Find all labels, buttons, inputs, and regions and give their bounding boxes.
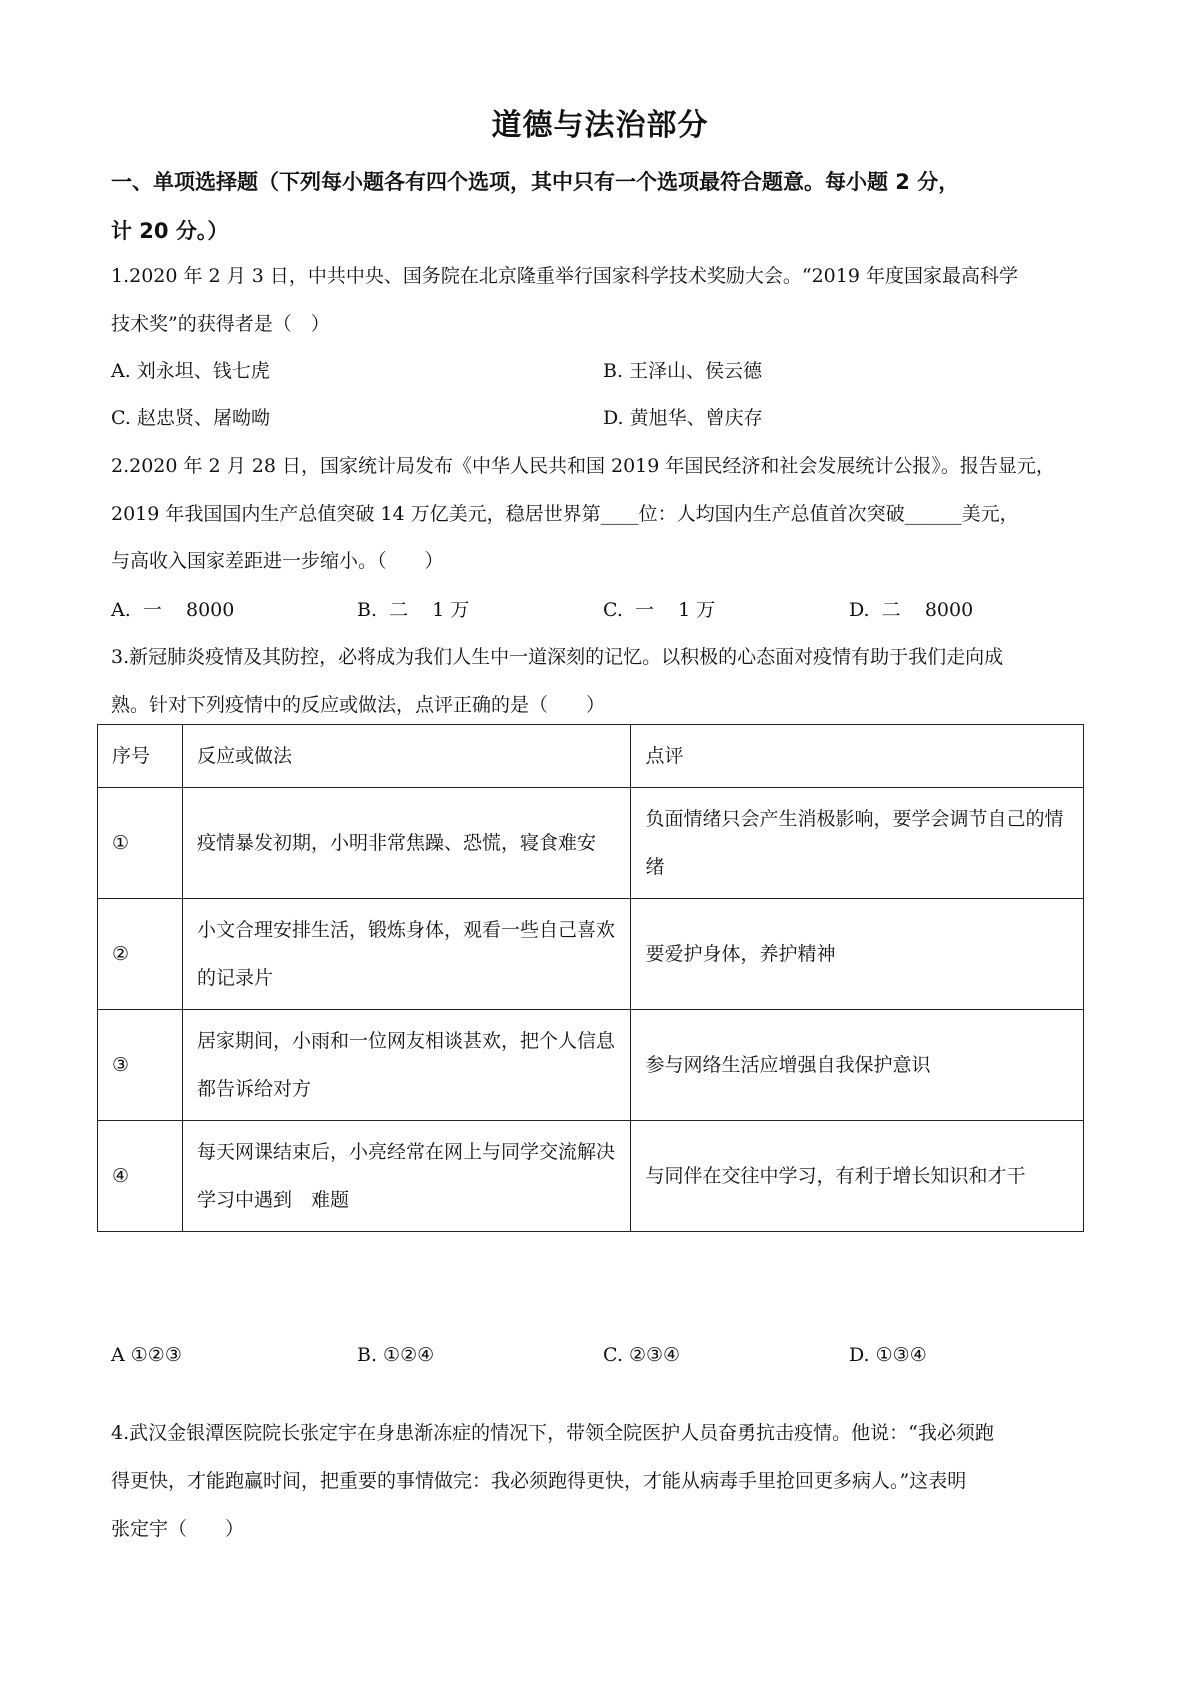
page-title: 道德与法治部分 (491, 108, 709, 143)
table-row (98, 899, 1084, 1010)
question-3-line2: 熟。针对下列疫情中的反应或做法，点评正确的是（ ） (111, 694, 606, 716)
section-heading-line1: 一、单项选择题（下列每小题各有四个选项，其中只有一个选项最符合题意。每小题 2 分， (111, 170, 960, 194)
table-cell-number: ① (98, 788, 183, 899)
question-2-option-a: A. 一 8000 (111, 599, 235, 621)
question-1-option-a: A. 刘永坦、钱七虎 (111, 360, 270, 382)
question-3-option-a: A ①②③ (111, 1344, 182, 1366)
question-4-line3: 张定宇（ ） (111, 1518, 245, 1540)
table-header-cell: 序号 (98, 725, 183, 788)
table-cell-comment: 参与网络生活应增强自我保护意识 (631, 1010, 1084, 1121)
table-row (98, 788, 1084, 899)
table-cell-number: ③ (98, 1010, 183, 1121)
question-4-line2: 得更快，才能跑赢时间，把重要的事情做完：我必须跑得更快，才能从病毒手里抢回更多病人。”这表明 (111, 1470, 967, 1492)
table-cell-comment: 负面情绪只会产生消极影响，要学会调节自己的情绪 (631, 788, 1084, 899)
question-2-line1: 2.2020 年 2 月 28 日，国家统计局发布《中华人民共和国 2019 年国民经济和社会发展统计公报》。报告显元， (111, 455, 1055, 477)
table-header-row (98, 725, 1084, 788)
question-2-option-d: D. 二 8000 (849, 599, 974, 621)
question-3-line1: 3.新冠肺炎疫情及其防控，必将成为我们人生中一道深刻的记忆。以积极的心态面对疫情有助于我们走向成 (111, 646, 1004, 668)
section-heading-line2: 计 20 分。） (111, 219, 229, 243)
question-1-option-c: C. 赵忠贤、屠呦呦 (111, 407, 270, 429)
table-cell-comment: 要爱护身体，养护精神 (631, 899, 1084, 1010)
question-1-option-b: B. 王泽山、侯云德 (603, 360, 763, 382)
table-header-cell: 反应或做法 (182, 725, 631, 788)
table-header-cell: 点评 (631, 725, 1084, 788)
question-3-option-c: C. ②③④ (603, 1344, 681, 1366)
question-1-line2: 技术奖”的获得者是（ ） (111, 313, 330, 335)
question-3-option-d: D. ①③④ (849, 1344, 927, 1366)
table-cell-number: ② (98, 899, 183, 1010)
table-cell-number: ④ (98, 1121, 183, 1232)
table-cell-behavior: 每天网课结束后，小亮经常在网上与同学交流解决学习中遇到 难题 (182, 1121, 631, 1232)
question-1-option-d: D. 黄旭华、曾庆存 (603, 407, 763, 429)
question-2-option-c: C. 一 1 万 (603, 599, 716, 621)
table-cell-behavior: 小文合理安排生活，锻炼身体，观看一些自己喜欢的记录片 (182, 899, 631, 1010)
question-1-line1: 1.2020 年 2 月 3 日，中共中央、国务院在北京隆重举行国家科学技术奖励大会。“2019 年度国家最高科学 (111, 265, 1018, 287)
table-row (98, 1010, 1084, 1121)
table-row (98, 1121, 1084, 1232)
table-cell-comment: 与同伴在交往中学习，有利于增长知识和才干 (631, 1121, 1084, 1232)
question-2-option-b: B. 二 1 万 (357, 599, 470, 621)
question-3-table (97, 724, 1084, 1232)
question-2-line3: 与高收入国家差距进一步缩小。（ ） (111, 550, 444, 572)
question-2-line2: 2019 年我国国内生产总值突破 14 万亿美元，稳居世界第____位：人均国内生产总值首次突破______美元， (111, 503, 1019, 525)
table-cell-behavior: 疫情暴发初期，小明非常焦躁、恐慌，寝食难安 (182, 788, 631, 899)
question-3-option-b: B. ①②④ (357, 1344, 435, 1366)
table-cell-behavior: 居家期间，小雨和一位网友相谈甚欢，把个人信息都告诉给对方 (182, 1010, 631, 1121)
question-4-line1: 4.武汉金银潭医院院长张定宇在身患渐冻症的情况下，带领全院医护人员奋勇抗击疫情。他说：“我必须跑 (111, 1422, 994, 1444)
